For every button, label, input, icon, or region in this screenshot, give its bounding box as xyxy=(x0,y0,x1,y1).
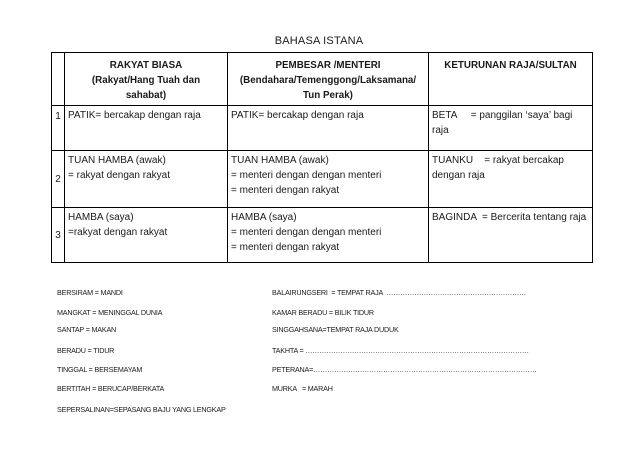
cell-line: TUAN HAMBA (awak) xyxy=(68,155,166,166)
cell-line: = menteri dengan dengan menteri xyxy=(231,170,382,181)
header-line: (Rakyat/Hang Tuah dan xyxy=(91,75,201,86)
cell-pembesar-menteri xyxy=(228,208,429,263)
cell-line: TUAN HAMBA (awak) xyxy=(231,155,329,166)
cell-line: PATIK= bercakap dengan raja xyxy=(231,110,364,121)
cell-line: raja xyxy=(432,125,449,136)
header-line: (Bendahara/Temenggong/Laksamana/ xyxy=(239,75,417,86)
glossary-item: SEPERSALINAN=SEPASANG BAJU YANG LENGKAP xyxy=(57,405,226,414)
cell-keturunan-raja xyxy=(429,151,593,208)
header-line: Tun Perak) xyxy=(303,90,353,101)
cell-line: TUANKU = rakyat bercakap xyxy=(432,155,564,166)
cell-rakyat-biasa xyxy=(65,106,228,151)
cell-line: dengan raja xyxy=(432,170,485,181)
glossary-item: BERADU = TIDUR xyxy=(57,346,115,355)
header-line: KETURUNAN RAJA/SULTAN xyxy=(444,60,577,71)
cell-line: BETA = panggilan ‘saya’ bagi xyxy=(432,110,573,121)
cell-line: HAMBA (saya) xyxy=(231,212,297,223)
header-rakyat-biasa xyxy=(65,53,228,106)
row-number: 1 xyxy=(52,106,65,151)
header-line: PEMBESAR /MENTERI xyxy=(275,60,381,71)
cell-line: = menteri dengan dengan menteri xyxy=(231,227,382,238)
glossary-item: SINGGAHSANA=TEMPAT RAJA DUDUK xyxy=(272,325,399,334)
glossary-item: BERSIRAM = MANDI xyxy=(57,288,123,297)
cell-line: = menteri dengan rakyat xyxy=(231,185,340,196)
header-line: RAKYAT BIASA xyxy=(109,60,183,71)
table-row xyxy=(52,208,593,263)
cell-rakyat-biasa xyxy=(65,151,228,208)
cell-line: BAGINDA = Bercerita tentang raja xyxy=(432,212,587,223)
table-header-row xyxy=(52,53,593,106)
header-pembesar-menteri xyxy=(228,53,429,106)
header-number-cell xyxy=(52,53,65,106)
glossary-item: BERTITAH = BERUCAP/BERKATA xyxy=(57,384,165,393)
table-row xyxy=(52,106,593,151)
glossary-item: TINGGAL = BERSEMAYAM xyxy=(57,365,143,374)
cell-keturunan-raja xyxy=(429,106,593,151)
cell-line: = menteri dengan rakyat xyxy=(231,242,340,253)
cell-line: = rakyat dengan rakyat xyxy=(68,170,171,181)
bahasa-istana-table xyxy=(51,52,593,263)
header-line: sahabat) xyxy=(125,90,167,101)
row-number: 3 xyxy=(52,208,65,263)
glossary-item: KAMAR BERADU = BILIK TIDUR xyxy=(272,308,374,317)
cell-pembesar-menteri xyxy=(228,151,429,208)
glossary-item: SANTAP = MAKAN xyxy=(57,325,117,334)
cell-line: PATIK= bercakap dengan raja xyxy=(68,110,201,121)
row-number: 2 xyxy=(52,151,65,208)
header-keturunan-raja xyxy=(429,53,593,106)
glossary-item: MANGKAT = MENINGGAL DUNIA xyxy=(57,308,163,317)
cell-line: =rakyat dengan rakyat xyxy=(68,227,168,238)
glossary-item: TAKHTA = …………………………………………………………………………………… xyxy=(272,346,529,355)
glossary-item: PETERANA=…………………………………………………………………………………… xyxy=(272,365,537,374)
cell-pembesar-menteri xyxy=(228,106,429,151)
document-title: BAHASA ISTANA xyxy=(274,35,364,47)
glossary-item: BALAIRUNGSERI = TEMPAT RAJA …………………………………………………… xyxy=(272,288,527,297)
cell-line: HAMBA (saya) xyxy=(68,212,134,223)
table-row xyxy=(52,151,593,208)
glossary-item: MURKA = MARAH xyxy=(272,384,333,393)
cell-rakyat-biasa xyxy=(65,208,228,263)
cell-keturunan-raja xyxy=(429,208,593,263)
